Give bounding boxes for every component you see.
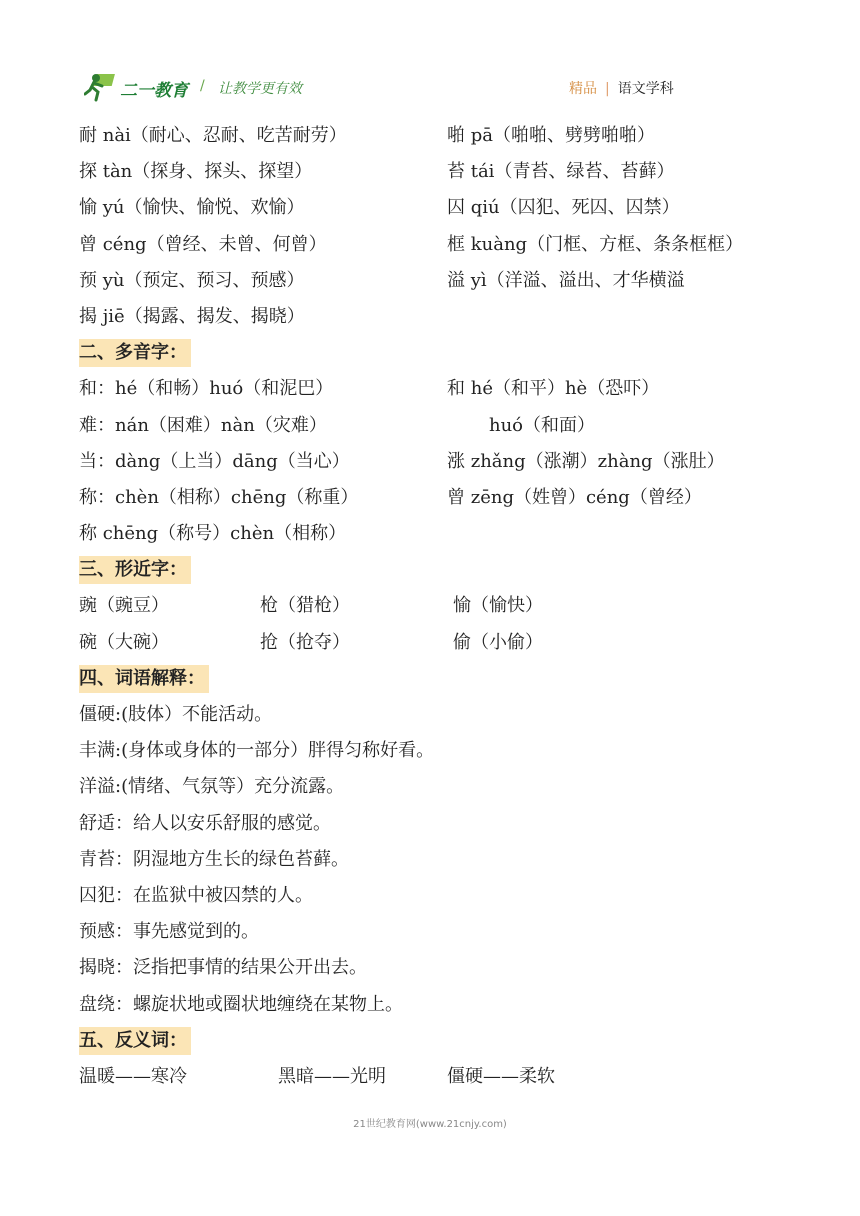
pinyin-entry: 耐 nài（耐心、忍耐、吃苦耐劳） bbox=[79, 125, 347, 146]
pinyin-entry: 啪 pā（啪啪、劈劈啪啪） bbox=[447, 125, 655, 146]
section-heading-row bbox=[79, 661, 799, 697]
polyphone-row bbox=[79, 444, 799, 480]
similar-char-row bbox=[79, 625, 799, 661]
header-right bbox=[569, 78, 674, 98]
definition-line: 盘绕：螺旋状地或圈状地缠绕在某物上。 bbox=[79, 993, 403, 1015]
section-heading: 二、多音字： bbox=[79, 339, 191, 367]
definition-line: 舒适：给人以安乐舒服的感觉。 bbox=[79, 812, 331, 834]
definition-line: 囚犯：在监狱中被囚禁的人。 bbox=[79, 884, 313, 906]
polyphone-entry: 涨 zhǎng（涨潮）zhàng（涨肚） bbox=[447, 450, 725, 472]
definition-line: 洋溢:(情绪、气氛等）充分流露。 bbox=[79, 776, 345, 798]
subject-label: 语文学科 bbox=[617, 81, 674, 97]
polyphone-row bbox=[79, 516, 799, 552]
pinyin-row bbox=[79, 299, 799, 335]
section-heading-row bbox=[79, 335, 799, 371]
similar-char-entry: 偷（小偷） bbox=[453, 631, 543, 653]
pinyin-entry: 框 kuàng（门框、方框、条条框框） bbox=[447, 233, 744, 255]
polyphone-entry: 当：dàng（上当）dāng（当心） bbox=[79, 450, 350, 472]
polyphone-entry: 称 chēng（称号）chèn（相称） bbox=[79, 523, 347, 545]
pinyin-entry: 愉 yú（愉快、愉悦、欢愉） bbox=[79, 197, 305, 219]
section-heading: 五、反义词： bbox=[79, 1027, 191, 1055]
pinyin-entry: 溢 yì（洋溢、溢出、才华横溢 bbox=[447, 269, 685, 291]
similar-char-entry: 枪（猎枪） bbox=[260, 595, 350, 617]
definition-line: 青苔：阴湿地方生长的绿色苔藓。 bbox=[79, 848, 349, 870]
similar-char-entry: 碗（大碗） bbox=[79, 631, 169, 653]
logo-text: 二一教育 bbox=[120, 81, 188, 101]
similar-char-row bbox=[79, 588, 799, 624]
polyphone-entry: huó（和面） bbox=[489, 414, 596, 436]
polyphone-row bbox=[79, 408, 799, 444]
pinyin-row bbox=[79, 263, 799, 299]
polyphone-entry: 和：hé（和畅）huó（和泥巴） bbox=[79, 378, 334, 400]
antonym-pair: 黑暗——光明 bbox=[278, 1065, 386, 1087]
section-heading: 三、形近字： bbox=[79, 556, 191, 584]
antonym-row bbox=[79, 1059, 799, 1095]
polyphone-entry: 称：chèn（相称）chēng（称重） bbox=[79, 486, 359, 508]
pinyin-row bbox=[79, 154, 799, 190]
definition-line: 揭晓：泛指把事情的结果公开出去。 bbox=[79, 957, 367, 979]
page-footer: 21世纪教育网(www.21cnjy.com) bbox=[353, 1119, 507, 1130]
pinyin-row bbox=[79, 190, 799, 226]
quality-label: 精品 bbox=[569, 81, 597, 97]
document-body bbox=[79, 118, 799, 1095]
antonym-pair: 僵硬——柔软 bbox=[447, 1065, 555, 1087]
header-slogan: 让教学更有效 bbox=[218, 81, 302, 97]
header-slash: / bbox=[200, 78, 205, 94]
polyphone-row bbox=[79, 371, 799, 407]
section-heading-row bbox=[79, 1023, 799, 1059]
pinyin-entry: 揭 jiē（揭露、揭发、揭晓） bbox=[79, 305, 305, 327]
pinyin-entry: 曾 céng（曾经、未曾、何曾） bbox=[79, 233, 327, 255]
pinyin-row bbox=[79, 227, 799, 263]
similar-char-entry: 抢（抢夺） bbox=[260, 631, 350, 653]
antonym-pair: 温暖——寒冷 bbox=[79, 1065, 187, 1087]
definition-line: 预感：事先感觉到的。 bbox=[79, 921, 259, 943]
header-separator: | bbox=[605, 81, 610, 97]
polyphone-entry: 难：nán（困难）nàn（灾难） bbox=[79, 414, 327, 436]
definition-line: 丰满:(身体或身体的一部分）胖得匀称好看。 bbox=[79, 740, 435, 762]
pinyin-entry: 探 tàn（探身、探头、探望） bbox=[79, 161, 313, 183]
similar-char-entry: 愉（愉快） bbox=[453, 595, 543, 617]
polyphone-row bbox=[79, 480, 799, 516]
pinyin-entry: 苔 tái（青苔、绿苔、苔藓） bbox=[447, 161, 675, 183]
pinyin-entry: 囚 qiú（囚犯、死囚、囚禁） bbox=[447, 197, 680, 219]
pinyin-row bbox=[79, 118, 799, 154]
page-header bbox=[84, 70, 784, 106]
definition-line: 僵硬:(肢体）不能活动。 bbox=[79, 704, 273, 725]
similar-char-entry: 豌（豌豆） bbox=[79, 595, 169, 617]
section-heading-row bbox=[79, 552, 799, 588]
polyphone-entry: 曾 zēng（姓曾）céng（曾经） bbox=[447, 486, 702, 508]
pinyin-entry: 预 yù（预定、预习、预感） bbox=[79, 269, 305, 291]
polyphone-entry: 和 hé（和平）hè（恐吓） bbox=[447, 378, 660, 400]
section-heading: 四、词语解释： bbox=[79, 665, 209, 693]
